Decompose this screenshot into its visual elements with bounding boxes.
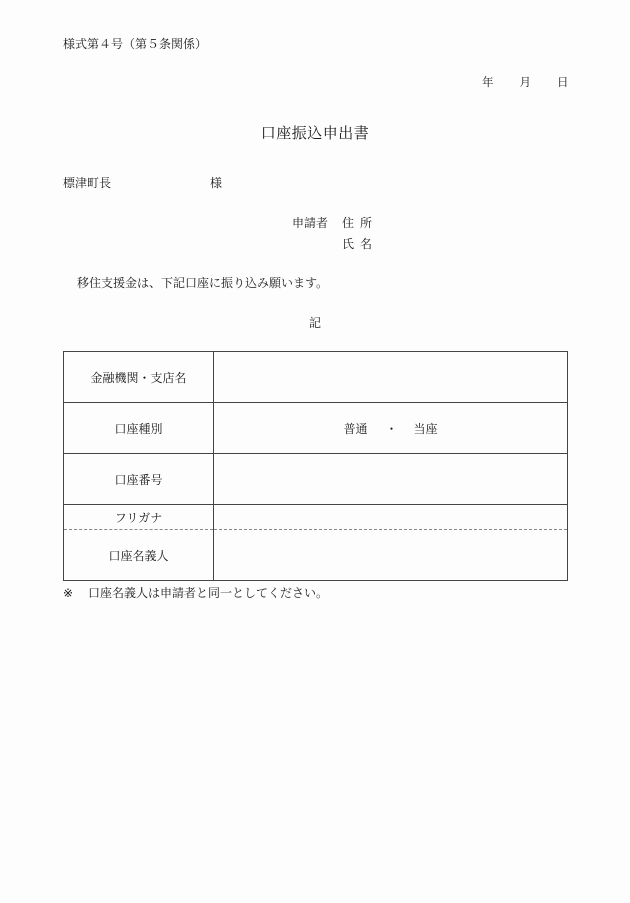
ki-mark: 記 bbox=[308, 316, 321, 330]
account-type-field[interactable] bbox=[214, 403, 568, 454]
table-row-account-number bbox=[64, 454, 568, 505]
applicant-address-label: 住所 bbox=[342, 216, 379, 230]
account-number-label: 口座番号 bbox=[64, 454, 214, 505]
month-label: 月 bbox=[519, 75, 531, 89]
request-text: 移住支援金は、下記口座に振り込み願います。 bbox=[77, 276, 329, 290]
table-row-account-type bbox=[64, 403, 568, 454]
account-type-ordinary[interactable]: 普通 bbox=[343, 421, 368, 436]
note bbox=[63, 584, 328, 601]
holder-field[interactable] bbox=[214, 530, 568, 581]
document-title: 口座振込申出書 bbox=[260, 124, 370, 142]
table-row-holder bbox=[64, 530, 568, 581]
account-form-table bbox=[63, 351, 568, 581]
account-type-current[interactable]: 当座 bbox=[413, 421, 438, 436]
account-number-field[interactable] bbox=[214, 454, 568, 505]
note-mark: ※ bbox=[63, 586, 74, 600]
furigana-label: フリガナ bbox=[64, 505, 214, 530]
table-row-furigana bbox=[64, 505, 568, 530]
bank-label: 金融機関・支店名 bbox=[64, 352, 214, 403]
form-number: 様式第４号（第５条関係） bbox=[63, 37, 208, 51]
note-text: 口座名義人は申請者と同一としてください。 bbox=[88, 586, 329, 600]
applicant-name-label: 氏名 bbox=[342, 237, 379, 251]
table-row-bank bbox=[64, 352, 568, 403]
account-type-separator: ・ bbox=[385, 421, 398, 436]
addressee-honorific: 様 bbox=[210, 176, 223, 190]
account-type-label: 口座種別 bbox=[64, 403, 214, 454]
furigana-field[interactable] bbox=[214, 505, 568, 530]
bank-field[interactable] bbox=[214, 352, 568, 403]
applicant-label: 申請者 bbox=[292, 216, 329, 230]
year-label: 年 bbox=[482, 75, 494, 89]
holder-label: 口座名義人 bbox=[64, 530, 214, 581]
addressee bbox=[63, 174, 223, 191]
date-line bbox=[482, 74, 569, 90]
day-label: 日 bbox=[557, 75, 569, 89]
addressee-name: 標津町長 bbox=[63, 176, 112, 190]
